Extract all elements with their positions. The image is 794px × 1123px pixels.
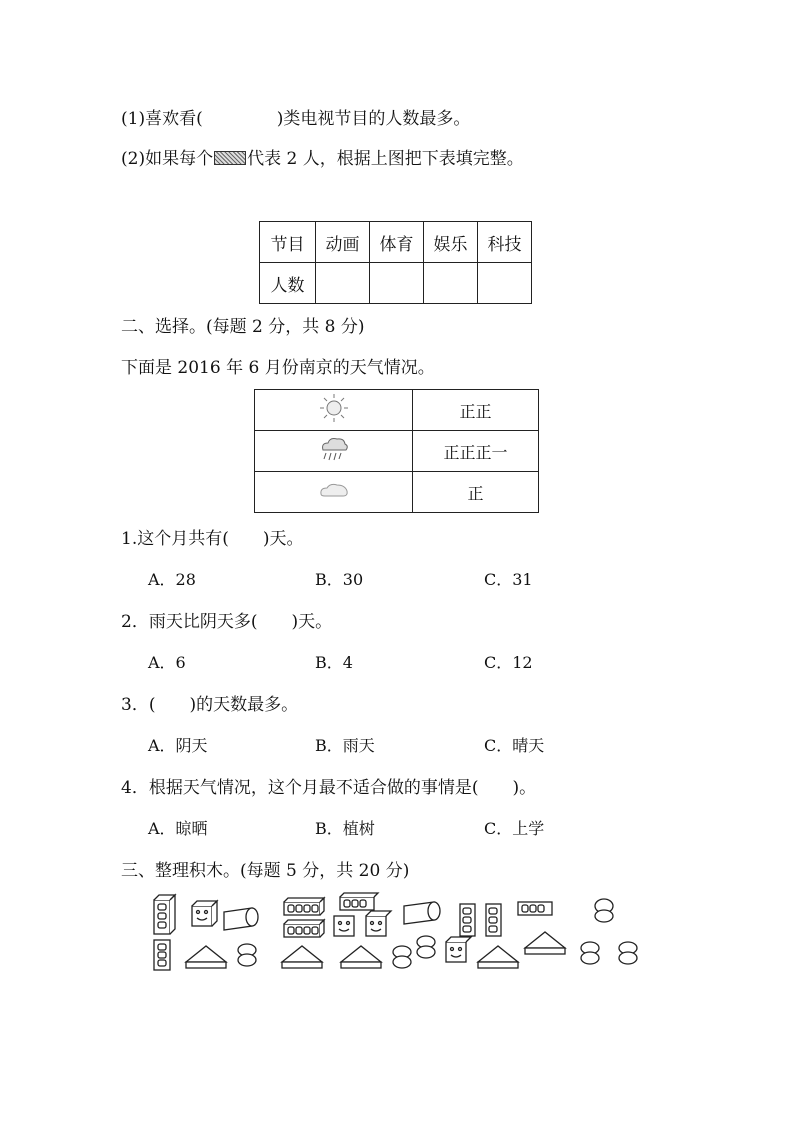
table-header-cell: 动画 [316,222,370,263]
q1-sub2 [121,148,524,170]
q1-sub2-pre: (2)如果每个 [121,149,214,169]
cuboid-block-icon [284,920,324,937]
weather-row [255,431,539,472]
option-b[interactable]: B．植树 [315,819,375,838]
q1-sub2-post: 代表 2 人，根据上图把下表填完整。 [247,149,524,169]
rain-cloud-icon [317,434,351,464]
triangular-prism-block-icon [525,932,565,954]
q1-sub1 [121,108,470,130]
cylinder-block-icon [224,908,258,930]
cuboid-block-icon [518,902,552,915]
triangular-prism-block-icon [186,946,226,968]
question-stem: 1.这个月共有( )天。 [121,529,304,549]
ball-block-icon [238,944,256,966]
ball-block-icon [417,936,435,958]
option-a[interactable]: A．28 [148,570,196,589]
cloud-icon [317,475,351,505]
triangular-prism-block-icon [282,946,322,968]
weather-tally: 正正 [413,390,539,431]
cuboid-block-icon [284,898,324,915]
q1-sub1-post: )类电视节目的人数最多。 [276,109,471,129]
table-row-label: 人数 [260,263,316,304]
option-b[interactable]: B．雨天 [315,736,375,755]
triangular-prism-block-icon [478,946,518,968]
question-stem: 2．雨天比阴天多( )天。 [121,612,333,632]
table-input-cell[interactable] [370,263,424,304]
weather-row [255,472,539,513]
cuboid-block-icon [486,904,501,936]
cube-block-icon [446,937,471,962]
q1-sub1-pre: (1)喜欢看( [121,109,203,129]
table-input-cell[interactable] [316,263,370,304]
option-c[interactable]: C．晴天 [484,736,545,755]
option-b[interactable]: B．4 [315,653,353,672]
option-a[interactable]: A．晾晒 [148,819,208,838]
question-stem: 4．根据天气情况，这个月最不适合做的事情是( )。 [121,778,537,798]
ball-block-icon [595,899,613,922]
cube-block-icon [366,911,391,936]
table-header-cell: 科技 [478,222,532,263]
cuboid-block-icon [340,893,378,910]
section2-intro: 下面是 2016 年 6 月份南京的天气情况。 [121,358,435,378]
option-c[interactable]: C．12 [484,653,533,672]
weather-tally: 正正正一 [413,431,539,472]
table-header-cell: 节目 [260,222,316,263]
table-row [260,263,532,304]
option-a[interactable]: A．6 [148,653,186,672]
blocks-illustration [148,892,648,972]
question-stem: 3．( )的天数最多。 [121,695,299,715]
table-header-cell: 体育 [370,222,424,263]
cuboid-block-icon [154,895,175,934]
ball-block-icon [393,946,411,968]
option-c[interactable]: C．31 [484,570,533,589]
triangular-prism-block-icon [341,946,381,968]
table-input-cell[interactable] [424,263,478,304]
weather-tally: 正 [413,472,539,513]
section2-heading: 二、选择。(每题 2 分，共 8 分) [121,317,365,337]
ball-block-icon [619,942,637,964]
tv-program-table [259,221,532,304]
cuboid-block-icon [154,940,170,970]
table-input-cell[interactable] [478,263,532,304]
ball-block-icon [581,942,599,964]
cube-block-icon [334,916,354,936]
sun-icon [317,393,351,423]
option-b[interactable]: B．30 [315,570,364,589]
option-c[interactable]: C．上学 [484,819,545,838]
cylinder-block-icon [404,902,440,924]
weather-table [254,389,539,513]
table-header-row [260,222,532,263]
table-header-cell: 娱乐 [424,222,478,263]
section3-heading: 三、整理积木。(每题 5 分，共 20 分) [121,861,410,881]
patterned-square-icon [214,151,246,165]
weather-row [255,390,539,431]
cube-block-icon [192,901,217,926]
option-a[interactable]: A．阴天 [148,736,208,755]
cuboid-block-icon [460,904,475,936]
